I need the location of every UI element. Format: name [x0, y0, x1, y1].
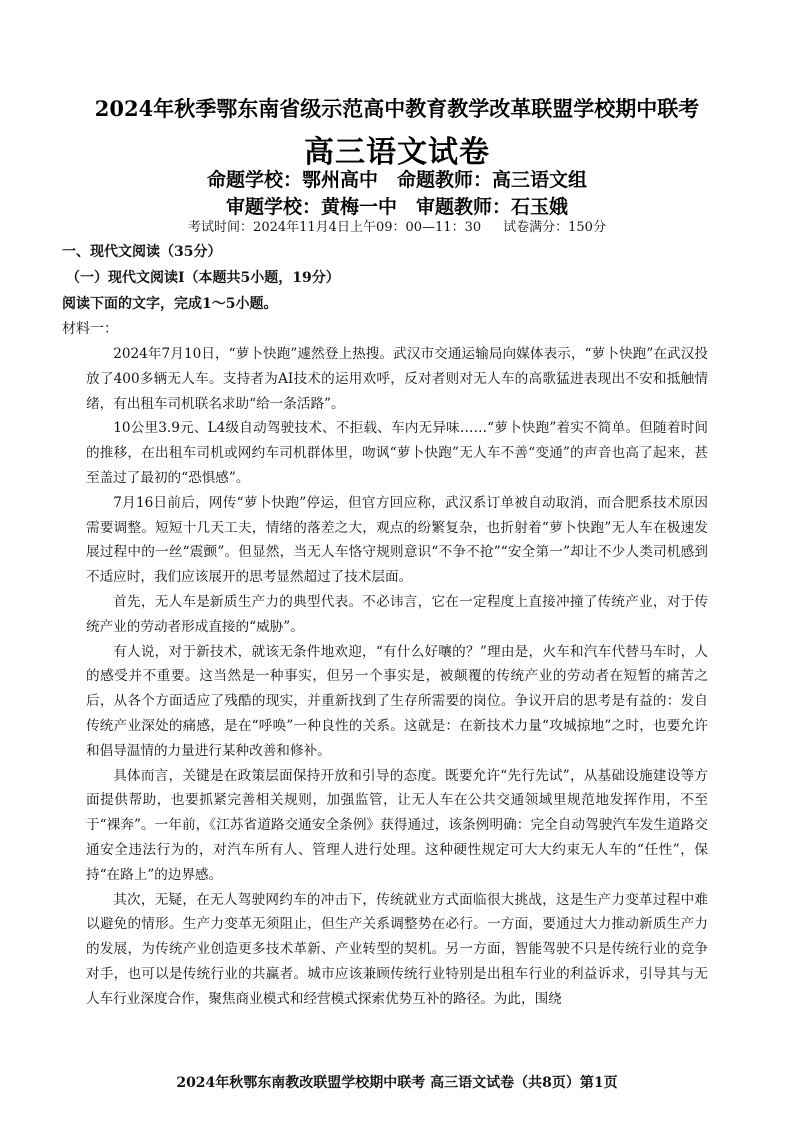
- passage-paragraph: 其次，无疑，在无人驾驶网约车的冲击下，传统就业方式面临很大挑战，这是生产力变革过程中难以避免的情形。生产力变革无须阻止，但生产关系调整势在必行。一方面，要通过大力推动新质生产力的发展，为传统产业创造更多技术革新、产业转型的契机。另一方面，智能驾驶不只是传统行业的竞争对手，也可以是传统行业的共赢者。城市应该兼顾传统行业特别是出租车行业的利益诉求，引导其与无人车行业深度合作，聚焦商业模式和经营模式探索优势互补的路径。为此，围绕: [86, 891, 708, 1007]
- paper-title: 高三语文试卷: [304, 135, 490, 170]
- passage-paragraph: 2024年7月10日，“萝卜快跑”遽然登上热搜。武汉市交通运输局向媒体表示，“萝卜快跑”在武汉投放了400多辆无人车。支持者为AI技术的运用欢呼，反对者则对无人车的高歌猛进表现出不安和抵触情绪，有出租车司机联名求助“给一条活路”。: [86, 346, 708, 412]
- passage-paragraph: 7月16日前后，网传“萝卜快跑”停运，但官方回应称，武汉系订单被自动取消，而合肥系技术原因需要调整。短短十几天工夫，情绪的落差之大，观点的纷繁复杂，也折射着“萝卜快跑”无人车在极速发展过程中的一丝“震颤”。但显然，当无人车恪守规则意识“不争不抢”“安全第一”却让不少人类司机感到不适应时，我们应该展开的思考显然超过了技术层面。: [86, 494, 708, 586]
- passage-paragraph: 有人说，对于新技术，就该无条件地欢迎，“有什么好嚷的？”理由是，火车和汽车代替马车时，人的感受并不重要。这当然是一种事实，但另一个事实是，被颠覆的传统产业的劳动者在短暂的痛苦之后，从各个方面适应了残酷的现实，并重新找到了生存所需要的岗位。争议开启的思考是有益的：发自传统产业深处的痛感，是在“呼唤”一种良性的关系。这就是：在新技术力量“攻城掠地”之时，也要允许和倡导温情的力量进行某种改善和修补。: [86, 643, 708, 759]
- exam-meta: [0, 216, 794, 235]
- reviewer-info: 审题学校：黄梅一中 审题教师：石玉娥: [225, 196, 568, 218]
- material-label: 材料一：: [62, 321, 118, 337]
- exam-time: 考试时间：2024年11月4日上午09：00—11：30: [188, 220, 482, 235]
- subsection-heading: （一）现代文阅读Ⅰ（本题共5小题，19分）: [66, 270, 340, 286]
- page-footer: 2024年秋鄂东南教改联盟学校期中联考 高三语文试卷（共8页）第1页: [176, 1075, 618, 1091]
- setter-info: 命题学校：鄂州高中 命题教师：高三语文组: [206, 169, 587, 191]
- section-heading: 一、现代文阅读（35分）: [62, 244, 222, 260]
- full-score: 试卷满分：150分: [503, 220, 606, 235]
- reading-passage: [86, 342, 708, 1012]
- reading-instruction: 阅读下面的文字，完成1～5小题。: [62, 296, 278, 312]
- passage-paragraph: 具体而言，关键是在政策层面保持开放和引导的态度。既要允许“先行先试”，从基础设施建设等方面提供帮助，也要抓紧完善相关规则，加强监管，让无人车在公共交通领域里规范地发挥作用，不至于“裸奔”。一年前，《江苏省道路交通安全条例》获得通过，该条例明确：完全自动驾驶汽车发生道路交通安全违法行为的，对汽车所有人、管理人进行处理。这种硬性规定可大大约束无人车的“任性”，保持“在路上”的边界感。: [86, 767, 708, 883]
- exam-heading: 2024年秋季鄂东南省级示范高中教育教学改革联盟学校期中联考: [94, 96, 700, 121]
- passage-paragraph: 10公里3.9元、L4级自动驾驶技术、不拒载、车内无异味……“萝卜快跑”着实不简单。但随着时间的推移，在出租车司机或网约车司机群体里，吻讽“萝卜快跑”无人车不善“变通”的声音也高了起来，甚至盖过了最初的“恐惧感”。: [86, 420, 708, 486]
- passage-paragraph: 首先，无人车是新质生产力的典型代表。不必讳言，它在一定程度上直接冲撞了传统产业，对于传统产业的劳动者形成直接的“威胁”。: [86, 593, 708, 635]
